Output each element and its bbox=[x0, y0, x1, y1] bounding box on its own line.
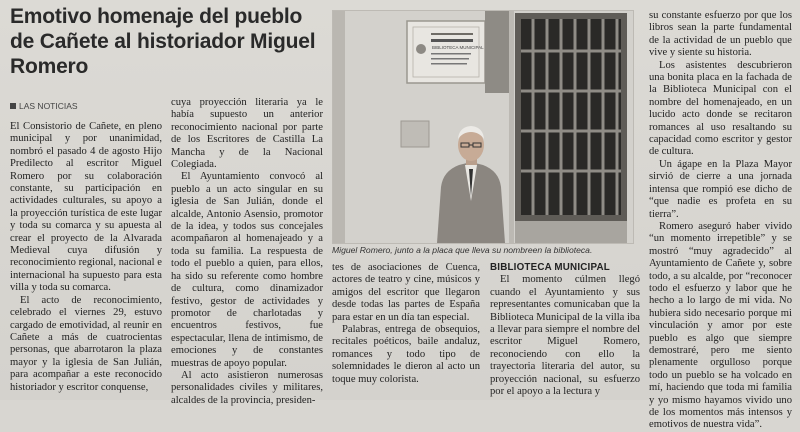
text-column-1 bbox=[10, 121, 162, 394]
paragraph: El Consistorio de Cañete, en pleno municipal y por unanimidad, nombró el pasado 4 de agosto Hijo Predilecto al escritor Miguel Romero por su colaboración constante, su participación en actividades culturales, su apoyo a la proyección turística de este lugar y toda su comarca y su apuesta al crear el proyecto de la Alvarada Medieval cuya difusión y reconocimiento regional, nacional e internacional ha supuesto para esta villa y toda su comarca. bbox=[10, 121, 162, 294]
text-column-4 bbox=[490, 262, 640, 398]
photo-illustration bbox=[333, 11, 633, 243]
article-headline: Emotivo homenaje del pueblo de Cañete al historiador Miguel Romero bbox=[10, 5, 316, 78]
text-column-2 bbox=[171, 97, 323, 407]
photo-caption: Miguel Romero, junto a la placa que lleva su nombreen la biblioteca. bbox=[332, 245, 593, 255]
paragraph: El Ayuntamiento convocó al pueblo a un acto singular en su iglesia de San Julián, donde el alcalde, Antonio Asensio, promotor de la idea, y todos sus concejales acompañaron al homenajeado y a toda su familia. La respuesta de todo el pueblo a quien, para ellos, ha sido su referente como hombre de cultura, como dinamizador festivo, gestor de actividades y promotor de charlotadas y encuentros festivos, fue espectacular, llena de intimismo, de emociones y de constantes muestras de apoyo popular. bbox=[171, 171, 323, 369]
text-column-3 bbox=[332, 262, 480, 386]
subheading: BIBLIOTECA MUNICIPAL bbox=[490, 262, 610, 273]
plaque-text: BIBLIOTECA MUNICIPAL bbox=[432, 45, 484, 50]
article-photo bbox=[332, 10, 634, 244]
paragraph: El acto de reconocimiento, celebrado el viernes 29, estuvo cargado de emotividad, al reunir en Cañete a más de cuatrocientas personas, que abarrotaron la plaza mayor y la iglesia de San Julián, para acompañar a este reconocido historiador y escritor conquense, bbox=[10, 294, 162, 393]
section-square-icon bbox=[10, 103, 16, 109]
paragraph: Romero aseguró haber vivido “un momento irrepetible” y se mostró “muy agradecido” al Ayuntamiento de Cañete y, sobre todo, a su alcalde, por “reconocer todo el esfuerzo y labor que he hecho a lo largo de mi vida. No hubiera sido necesario porque mi vinculación y amor por este pueblo es algo que siempre demostraré, pero me siento plenamente orgulloso porque todo un pueblo se ha volcado en mí, haciendo que toda mi familia y yo mismo hayamos vivido uno de los momentos más intensos y emotivos de nuestra vida”. bbox=[649, 220, 792, 431]
section-label: LAS NOTICIAS bbox=[19, 101, 78, 111]
paragraph: tes de asociaciones de Cuenca, actores de teatro y cine, músicos y amigos del escritor que llegaron desde todas las partes de España para estar en un día tan especial. bbox=[332, 262, 480, 323]
paragraph: cuya proyección literaria ya le había supuesto un anterior reconocimiento nacional por parte de los Escritores de Castilla La Mancha y de la Nacional Colegiada. bbox=[171, 97, 323, 171]
paragraph: Los asistentes descubrieron una bonita placa en la fachada de la Biblioteca Municipal con el nombre del homenajeado, en un lucido acto donde se recitaron romances al uso resaltando su capacidad como escritor y gestor de cultura. bbox=[649, 59, 792, 158]
section-tag bbox=[10, 101, 160, 111]
paragraph: Palabras, entrega de obsequios, recitales poéticos, baile andaluz, romances y todo tipo de solemnidades le dieron al acto un toque muy colorista. bbox=[332, 324, 480, 385]
paragraph: Un ágape en la Plaza Mayor sirvió de cierre a una jornada intensa que rompió ese dicho de “que nadie es profeta en su tierra”. bbox=[649, 158, 792, 220]
paragraph: Al acto asistieron numerosas personalidades civiles y militares, alcaldes de la provincia, presiden- bbox=[171, 369, 323, 406]
paragraph: El momento cúlmen llegó cuando el Ayuntamiento y sus representantes comunicaban que la Biblioteca Municipal de la villa iba a llevar para siempre el nombre del escritor Miguel Romero, reconociendo con ello la trayectoria literaria del autor, su proyección nacional, su esfuerzo por el apoyo a la lectura y bbox=[490, 274, 640, 398]
text-column-5 bbox=[649, 10, 792, 432]
paragraph: su constante esfuerzo por que los libros sean la parte fundamental de la actividad de un pueblo que vive y siente su historia. bbox=[649, 10, 792, 59]
